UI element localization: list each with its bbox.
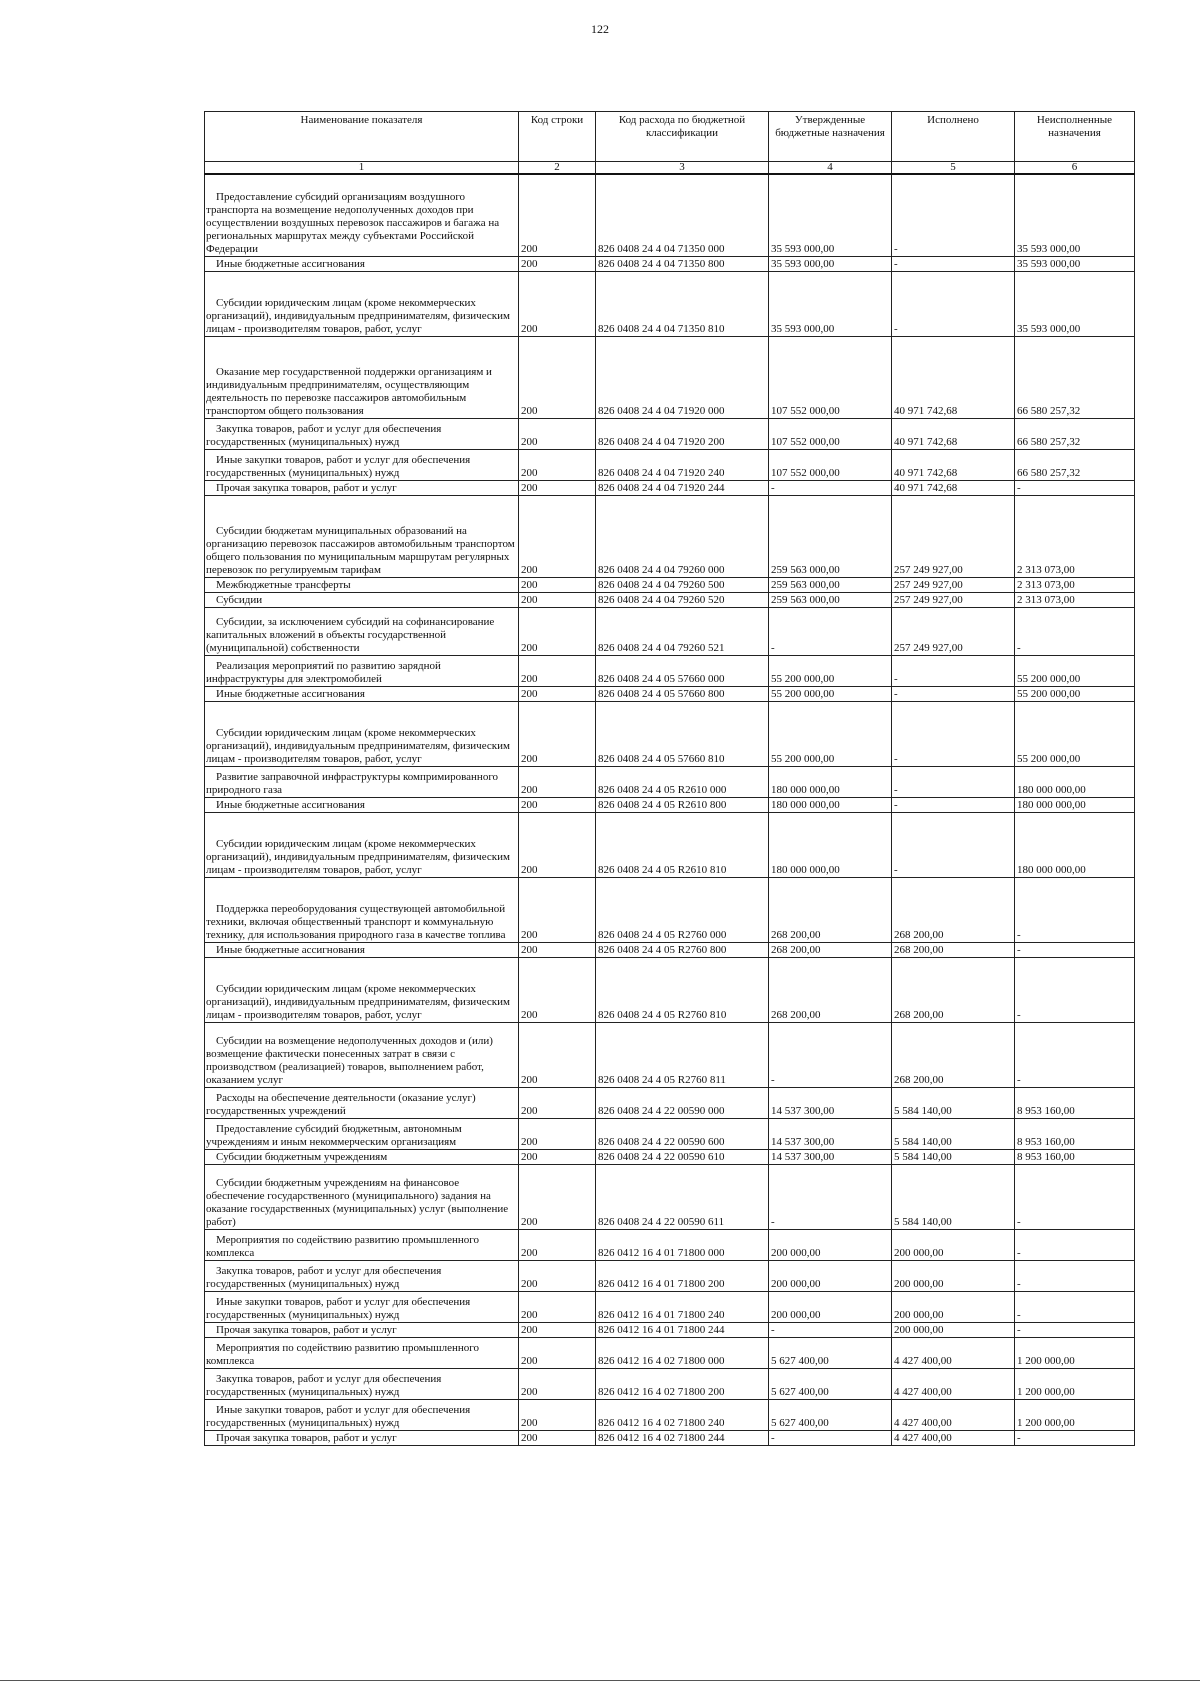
line-code-cell: 200 [519, 958, 596, 1023]
executed-amount-cell: 4 427 400,00 [892, 1369, 1015, 1400]
unexecuted-amount-cell: 35 593 000,00 [1015, 272, 1135, 337]
approved-amount-cell: - [769, 608, 892, 656]
line-code-cell: 200 [519, 1261, 596, 1292]
header-executed: Исполнено [892, 112, 1015, 162]
budget-code-cell: 826 0408 24 4 05 R2610 810 [596, 813, 769, 878]
indicator-name-cell: Межбюджетные трансферты [205, 578, 519, 593]
indicator-name-cell: Закупка товаров, работ и услуг для обеспечения государственных (муниципальных) нужд [205, 419, 519, 450]
approved-amount-cell: 5 627 400,00 [769, 1369, 892, 1400]
table-row [205, 419, 1135, 450]
table-row [205, 1261, 1135, 1292]
executed-amount-cell: 4 427 400,00 [892, 1338, 1015, 1369]
table-row [205, 767, 1135, 798]
approved-amount-cell: 268 200,00 [769, 943, 892, 958]
budget-code-cell: 826 0408 24 4 04 71920 000 [596, 337, 769, 419]
unexecuted-amount-cell: 8 953 160,00 [1015, 1088, 1135, 1119]
line-code-cell: 200 [519, 798, 596, 813]
executed-amount-cell: 268 200,00 [892, 943, 1015, 958]
indicator-name-cell: Субсидии бюджетным учреждениям на финансовое обеспечение государственного (муниципального) задания на оказание государственных (муниципальных) услуг (выполнение работ) [205, 1165, 519, 1230]
indicator-name-cell: Предоставление субсидий организациям воздушного транспорта на возмещение недополученных доходов при осуществлении воздушных перевозок пассажиров и багажа на региональных маршрутах между субъектами Российской Федерации [205, 174, 519, 257]
indicator-name-cell: Предоставление субсидий бюджетным, автономным учреждениям и иным некоммерческим организациям [205, 1119, 519, 1150]
indicator-name-cell: Иные бюджетные ассигнования [205, 257, 519, 272]
indicator-name-cell: Иные закупки товаров, работ и услуг для обеспечения государственных (муниципальных) нужд [205, 450, 519, 481]
approved-amount-cell: 14 537 300,00 [769, 1119, 892, 1150]
line-code-cell: 200 [519, 1323, 596, 1338]
line-code-cell: 200 [519, 1088, 596, 1119]
line-code-cell: 200 [519, 656, 596, 687]
unexecuted-amount-cell: - [1015, 1292, 1135, 1323]
executed-amount-cell: 5 584 140,00 [892, 1150, 1015, 1165]
executed-amount-cell: - [892, 174, 1015, 257]
executed-amount-cell: - [892, 702, 1015, 767]
budget-code-cell: 826 0408 24 4 04 79260 000 [596, 496, 769, 578]
approved-amount-cell: 268 200,00 [769, 958, 892, 1023]
budget-code-cell: 826 0408 24 4 04 79260 520 [596, 593, 769, 608]
line-code-cell: 200 [519, 1338, 596, 1369]
unexecuted-amount-cell: 180 000 000,00 [1015, 767, 1135, 798]
line-code-cell: 200 [519, 1431, 596, 1446]
line-code-cell: 200 [519, 174, 596, 257]
budget-code-cell: 826 0408 24 4 22 00590 611 [596, 1165, 769, 1230]
indicator-name-cell: Субсидии юридическим лицам (кроме некоммерческих организаций), индивидуальным предпринимателям, физическим лицам - производителям товаров, работ, услуг [205, 813, 519, 878]
indicator-name-cell: Иные бюджетные ассигнования [205, 687, 519, 702]
column-number: 5 [892, 162, 1015, 175]
approved-amount-cell: 180 000 000,00 [769, 813, 892, 878]
line-code-cell: 200 [519, 608, 596, 656]
approved-amount-cell: - [769, 1165, 892, 1230]
budget-code-cell: 826 0408 24 4 04 71920 200 [596, 419, 769, 450]
budget-code-cell: 826 0408 24 4 04 71920 244 [596, 481, 769, 496]
line-code-cell: 200 [519, 1165, 596, 1230]
table-row [205, 1292, 1135, 1323]
table-row [205, 1150, 1135, 1165]
table-row [205, 337, 1135, 419]
approved-amount-cell: 35 593 000,00 [769, 174, 892, 257]
executed-amount-cell: 4 427 400,00 [892, 1400, 1015, 1431]
executed-amount-cell: 4 427 400,00 [892, 1431, 1015, 1446]
budget-code-cell: 826 0408 24 4 05 57660 000 [596, 656, 769, 687]
line-code-cell: 200 [519, 1150, 596, 1165]
unexecuted-amount-cell: 55 200 000,00 [1015, 656, 1135, 687]
column-number: 2 [519, 162, 596, 175]
unexecuted-amount-cell: 1 200 000,00 [1015, 1338, 1135, 1369]
unexecuted-amount-cell: - [1015, 878, 1135, 943]
table-row [205, 1165, 1135, 1230]
line-code-cell: 200 [519, 578, 596, 593]
executed-amount-cell: - [892, 272, 1015, 337]
indicator-name-cell: Субсидии, за исключением субсидий на софинансирование капитальных вложений в объекты государственной (муниципальной) собственности [205, 608, 519, 656]
unexecuted-amount-cell: 180 000 000,00 [1015, 813, 1135, 878]
indicator-name-cell: Субсидии бюджетам муниципальных образований на организацию перевозок пассажиров автомобильным транспортом общего пользования по муниципальным маршрутам регулярных перевозок по регулируемым тарифам [205, 496, 519, 578]
column-number: 1 [205, 162, 519, 175]
table-row [205, 798, 1135, 813]
header-unexecuted: Неисполненные назначения [1015, 112, 1135, 162]
indicator-name-cell: Иные закупки товаров, работ и услуг для обеспечения государственных (муниципальных) нужд [205, 1292, 519, 1323]
indicator-name-cell: Субсидии юридическим лицам (кроме некоммерческих организаций), индивидуальным предпринимателям, физическим лицам - производителям товаров, работ, услуг [205, 272, 519, 337]
approved-amount-cell: 180 000 000,00 [769, 798, 892, 813]
executed-amount-cell: 5 584 140,00 [892, 1165, 1015, 1230]
budget-code-cell: 826 0408 24 4 22 00590 610 [596, 1150, 769, 1165]
indicator-name-cell: Субсидии бюджетным учреждениям [205, 1150, 519, 1165]
approved-amount-cell: 14 537 300,00 [769, 1088, 892, 1119]
indicator-name-cell: Мероприятия по содействию развитию промышленного комплекса [205, 1230, 519, 1261]
approved-amount-cell: 55 200 000,00 [769, 702, 892, 767]
executed-amount-cell: - [892, 257, 1015, 272]
indicator-name-cell: Иные бюджетные ассигнования [205, 798, 519, 813]
budget-code-cell: 826 0412 16 4 01 71800 200 [596, 1261, 769, 1292]
approved-amount-cell: - [769, 1023, 892, 1088]
table-row [205, 174, 1135, 257]
column-number: 4 [769, 162, 892, 175]
indicator-name-cell: Оказание мер государственной поддержки организациям и индивидуальным предпринимателям, осуществляющим деятельность по перевозке пассажиров автомобильным транспортом общего пользования [205, 337, 519, 419]
approved-amount-cell: 259 563 000,00 [769, 593, 892, 608]
table-row [205, 702, 1135, 767]
budget-code-cell: 826 0408 24 4 05 R2610 800 [596, 798, 769, 813]
executed-amount-cell: 40 971 742,68 [892, 481, 1015, 496]
page-number: 122 [591, 22, 609, 36]
unexecuted-amount-cell: 55 200 000,00 [1015, 687, 1135, 702]
approved-amount-cell: 200 000,00 [769, 1230, 892, 1261]
unexecuted-amount-cell: 66 580 257,32 [1015, 337, 1135, 419]
executed-amount-cell: 200 000,00 [892, 1261, 1015, 1292]
table-row [205, 1400, 1135, 1431]
table-row [205, 608, 1135, 656]
column-number: 6 [1015, 162, 1135, 175]
indicator-name-cell: Прочая закупка товаров, работ и услуг [205, 1431, 519, 1446]
unexecuted-amount-cell: 35 593 000,00 [1015, 257, 1135, 272]
table-row [205, 687, 1135, 702]
line-code-cell: 200 [519, 593, 596, 608]
line-code-cell: 200 [519, 702, 596, 767]
approved-amount-cell: 55 200 000,00 [769, 687, 892, 702]
indicator-name-cell: Субсидии юридическим лицам (кроме некоммерческих организаций), индивидуальным предпринимателям, физическим лицам - производителям товаров, работ, услуг [205, 702, 519, 767]
table-row [205, 496, 1135, 578]
budget-execution-table [204, 111, 1135, 1446]
line-code-cell: 200 [519, 450, 596, 481]
unexecuted-amount-cell: - [1015, 1230, 1135, 1261]
budget-code-cell: 826 0408 24 4 22 00590 600 [596, 1119, 769, 1150]
budget-code-cell: 826 0408 24 4 05 R2760 800 [596, 943, 769, 958]
table-row [205, 1323, 1135, 1338]
approved-amount-cell: 180 000 000,00 [769, 767, 892, 798]
column-number: 3 [596, 162, 769, 175]
executed-amount-cell: - [892, 656, 1015, 687]
budget-code-cell: 826 0412 16 4 01 71800 240 [596, 1292, 769, 1323]
table-row [205, 1119, 1135, 1150]
executed-amount-cell: 257 249 927,00 [892, 593, 1015, 608]
indicator-name-cell: Иные закупки товаров, работ и услуг для обеспечения государственных (муниципальных) нужд [205, 1400, 519, 1431]
unexecuted-amount-cell: 1 200 000,00 [1015, 1369, 1135, 1400]
approved-amount-cell: 35 593 000,00 [769, 272, 892, 337]
table-row [205, 1431, 1135, 1446]
executed-amount-cell: 40 971 742,68 [892, 450, 1015, 481]
indicator-name-cell: Иные бюджетные ассигнования [205, 943, 519, 958]
header-approved: Утвержденные бюджетные назначения [769, 112, 892, 162]
line-code-cell: 200 [519, 767, 596, 798]
unexecuted-amount-cell: 180 000 000,00 [1015, 798, 1135, 813]
budget-code-cell: 826 0408 24 4 22 00590 000 [596, 1088, 769, 1119]
unexecuted-amount-cell: - [1015, 958, 1135, 1023]
line-code-cell: 200 [519, 813, 596, 878]
line-code-cell: 200 [519, 337, 596, 419]
executed-amount-cell: 200 000,00 [892, 1230, 1015, 1261]
line-code-cell: 200 [519, 1400, 596, 1431]
indicator-name-cell: Прочая закупка товаров, работ и услуг [205, 1323, 519, 1338]
executed-amount-cell: 257 249 927,00 [892, 608, 1015, 656]
table-row [205, 450, 1135, 481]
header-line-code: Код строки [519, 112, 596, 162]
approved-amount-cell: 35 593 000,00 [769, 257, 892, 272]
budget-code-cell: 826 0408 24 4 04 71350 800 [596, 257, 769, 272]
unexecuted-amount-cell: - [1015, 1023, 1135, 1088]
budget-code-cell: 826 0412 16 4 01 71800 244 [596, 1323, 769, 1338]
approved-amount-cell: 107 552 000,00 [769, 450, 892, 481]
line-code-cell: 200 [519, 272, 596, 337]
executed-amount-cell: 40 971 742,68 [892, 337, 1015, 419]
budget-code-cell: 826 0408 24 4 04 79260 521 [596, 608, 769, 656]
unexecuted-amount-cell: - [1015, 1431, 1135, 1446]
budget-code-cell: 826 0408 24 4 05 R2760 810 [596, 958, 769, 1023]
table-row [205, 958, 1135, 1023]
executed-amount-cell: 268 200,00 [892, 958, 1015, 1023]
budget-code-cell: 826 0412 16 4 02 71800 240 [596, 1400, 769, 1431]
unexecuted-amount-cell: 2 313 073,00 [1015, 593, 1135, 608]
budget-code-cell: 826 0412 16 4 02 71800 244 [596, 1431, 769, 1446]
budget-code-cell: 826 0408 24 4 05 R2760 000 [596, 878, 769, 943]
indicator-name-cell: Субсидии на возмещение недополученных доходов и (или) возмещение фактически понесенных затрат в связи с производством (реализацией) товаров, выполнением работ, оказанием услуг [205, 1023, 519, 1088]
indicator-name-cell: Мероприятия по содействию развитию промышленного комплекса [205, 1338, 519, 1369]
table-row [205, 578, 1135, 593]
approved-amount-cell: 259 563 000,00 [769, 496, 892, 578]
budget-code-cell: 826 0408 24 4 05 57660 810 [596, 702, 769, 767]
approved-amount-cell: 55 200 000,00 [769, 656, 892, 687]
executed-amount-cell: - [892, 767, 1015, 798]
approved-amount-cell: - [769, 1323, 892, 1338]
line-code-cell: 200 [519, 1023, 596, 1088]
header-budget-code: Код расхода по бюджетной классификации [596, 112, 769, 162]
line-code-cell: 200 [519, 257, 596, 272]
table-row [205, 257, 1135, 272]
executed-amount-cell: 257 249 927,00 [892, 496, 1015, 578]
indicator-name-cell: Прочая закупка товаров, работ и услуг [205, 481, 519, 496]
unexecuted-amount-cell: 2 313 073,00 [1015, 496, 1135, 578]
unexecuted-amount-cell: 35 593 000,00 [1015, 174, 1135, 257]
line-code-cell: 200 [519, 481, 596, 496]
unexecuted-amount-cell: - [1015, 1165, 1135, 1230]
line-code-cell: 200 [519, 878, 596, 943]
indicator-name-cell: Субсидии юридическим лицам (кроме некоммерческих организаций), индивидуальным предпринимателям, физическим лицам - производителям товаров, работ, услуг [205, 958, 519, 1023]
line-code-cell: 200 [519, 1292, 596, 1323]
budget-code-cell: 826 0412 16 4 02 71800 200 [596, 1369, 769, 1400]
budget-code-cell: 826 0408 24 4 05 57660 800 [596, 687, 769, 702]
executed-amount-cell: 200 000,00 [892, 1292, 1015, 1323]
approved-amount-cell: 14 537 300,00 [769, 1150, 892, 1165]
approved-amount-cell: 200 000,00 [769, 1261, 892, 1292]
table-row [205, 1338, 1135, 1369]
budget-code-cell: 826 0408 24 4 05 R2610 000 [596, 767, 769, 798]
indicator-name-cell: Реализация мероприятий по развитию зарядной инфраструктуры для электромобилей [205, 656, 519, 687]
budget-code-cell: 826 0408 24 4 04 71350 000 [596, 174, 769, 257]
unexecuted-amount-cell: - [1015, 1323, 1135, 1338]
budget-code-cell: 826 0412 16 4 02 71800 000 [596, 1338, 769, 1369]
approved-amount-cell: 5 627 400,00 [769, 1400, 892, 1431]
unexecuted-amount-cell: - [1015, 943, 1135, 958]
line-code-cell: 200 [519, 943, 596, 958]
approved-amount-cell: 107 552 000,00 [769, 419, 892, 450]
unexecuted-amount-cell: 8 953 160,00 [1015, 1119, 1135, 1150]
approved-amount-cell: - [769, 1431, 892, 1446]
table-row [205, 593, 1135, 608]
table-row [205, 1230, 1135, 1261]
executed-amount-cell: 200 000,00 [892, 1323, 1015, 1338]
executed-amount-cell: 40 971 742,68 [892, 419, 1015, 450]
approved-amount-cell: 5 627 400,00 [769, 1338, 892, 1369]
budget-code-cell: 826 0412 16 4 01 71800 000 [596, 1230, 769, 1261]
executed-amount-cell: - [892, 798, 1015, 813]
approved-amount-cell: 259 563 000,00 [769, 578, 892, 593]
table-row [205, 878, 1135, 943]
line-code-cell: 200 [519, 496, 596, 578]
budget-code-cell: 826 0408 24 4 04 79260 500 [596, 578, 769, 593]
indicator-name-cell: Поддержка переоборудования существующей автомобильной техники, включая общественный транспорт и коммунальную технику, для использования природного газа в качестве топлива [205, 878, 519, 943]
unexecuted-amount-cell: 8 953 160,00 [1015, 1150, 1135, 1165]
approved-amount-cell: 107 552 000,00 [769, 337, 892, 419]
bottom-rule [0, 1680, 1200, 1681]
indicator-name-cell: Развитие заправочной инфраструктуры компримированного природного газа [205, 767, 519, 798]
unexecuted-amount-cell: 66 580 257,32 [1015, 419, 1135, 450]
approved-amount-cell: - [769, 481, 892, 496]
table-row [205, 656, 1135, 687]
indicator-name-cell: Субсидии [205, 593, 519, 608]
executed-amount-cell: 268 200,00 [892, 1023, 1015, 1088]
unexecuted-amount-cell: - [1015, 1261, 1135, 1292]
header-indicator-name: Наименование показателя [205, 112, 519, 162]
unexecuted-amount-cell: 1 200 000,00 [1015, 1400, 1135, 1431]
budget-code-cell: 826 0408 24 4 04 71350 810 [596, 272, 769, 337]
line-code-cell: 200 [519, 1119, 596, 1150]
table-row [205, 272, 1135, 337]
unexecuted-amount-cell: 2 313 073,00 [1015, 578, 1135, 593]
indicator-name-cell: Закупка товаров, работ и услуг для обеспечения государственных (муниципальных) нужд [205, 1261, 519, 1292]
table-row [205, 813, 1135, 878]
table-row [205, 1023, 1135, 1088]
executed-amount-cell: 257 249 927,00 [892, 578, 1015, 593]
line-code-cell: 200 [519, 1230, 596, 1261]
table-row [205, 943, 1135, 958]
unexecuted-amount-cell: 55 200 000,00 [1015, 702, 1135, 767]
table-body [205, 174, 1135, 1446]
executed-amount-cell: 5 584 140,00 [892, 1119, 1015, 1150]
line-code-cell: 200 [519, 1369, 596, 1400]
budget-code-cell: 826 0408 24 4 04 71920 240 [596, 450, 769, 481]
line-code-cell: 200 [519, 419, 596, 450]
approved-amount-cell: 268 200,00 [769, 878, 892, 943]
indicator-name-cell: Расходы на обеспечение деятельности (оказание услуг) государственных учреждений [205, 1088, 519, 1119]
budget-code-cell: 826 0408 24 4 05 R2760 811 [596, 1023, 769, 1088]
unexecuted-amount-cell: - [1015, 481, 1135, 496]
approved-amount-cell: 200 000,00 [769, 1292, 892, 1323]
table-row [205, 481, 1135, 496]
executed-amount-cell: - [892, 687, 1015, 702]
executed-amount-cell: 268 200,00 [892, 878, 1015, 943]
executed-amount-cell: 5 584 140,00 [892, 1088, 1015, 1119]
unexecuted-amount-cell: 66 580 257,32 [1015, 450, 1135, 481]
table-header [205, 112, 1135, 175]
table-row [205, 1088, 1135, 1119]
unexecuted-amount-cell: - [1015, 608, 1135, 656]
table-row [205, 1369, 1135, 1400]
executed-amount-cell: - [892, 813, 1015, 878]
indicator-name-cell: Закупка товаров, работ и услуг для обеспечения государственных (муниципальных) нужд [205, 1369, 519, 1400]
line-code-cell: 200 [519, 687, 596, 702]
